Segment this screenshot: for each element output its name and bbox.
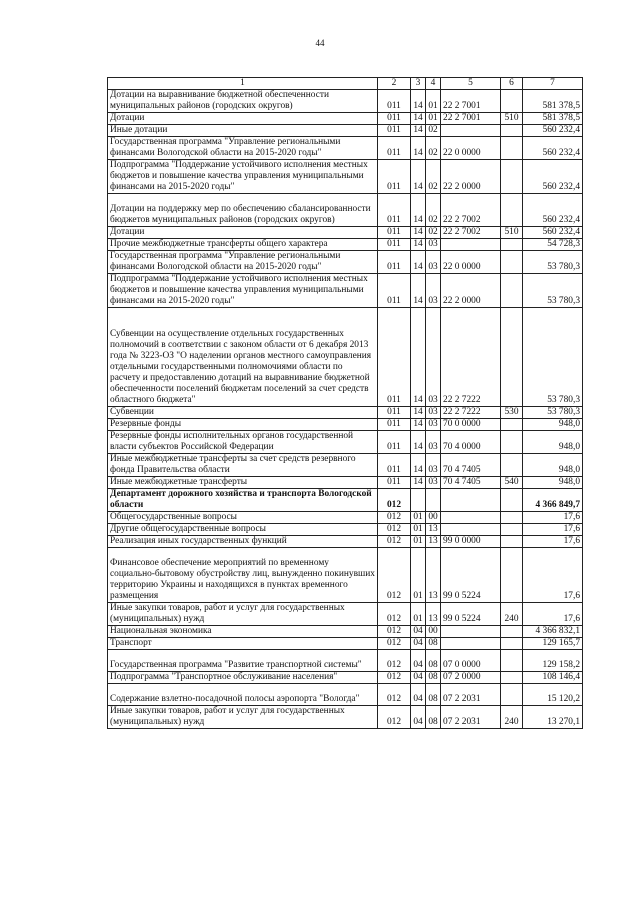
ministry-code-cell: 011 [378,194,411,227]
target-article-cell [441,638,501,650]
target-article-cell: 22 2 7222 [441,407,501,419]
subsection-code-cell: 13 [426,603,441,626]
amount-cell: 4 366 832,1 [523,626,583,638]
target-article-cell: 07 2 2031 [441,684,501,706]
table-row [108,274,583,308]
header-col-1: 1 [108,78,378,90]
ministry-code-cell: 011 [378,407,411,419]
expense-type-cell [501,125,523,137]
ministry-code-cell: 011 [378,454,411,477]
section-code-cell: 04 [411,706,426,729]
target-article-cell: 22 0 0000 [441,137,501,160]
table-row [108,512,583,524]
ministry-code-cell: 011 [378,477,411,489]
description-cell: Другие общегосударственные вопросы [108,524,378,536]
subsection-code-cell: 03 [426,308,441,407]
ministry-code-cell: 012 [378,684,411,706]
table-row [108,536,583,548]
expense-type-cell [501,419,523,431]
amount-cell: 948,0 [523,454,583,477]
ministry-code-cell: 011 [378,251,411,274]
target-article-cell: 70 4 0000 [441,431,501,454]
target-article-cell: 07 0 0000 [441,650,501,672]
amount-cell: 53 780,3 [523,274,583,308]
expense-type-cell [501,454,523,477]
header-col-4: 4 [426,78,441,90]
subsection-code-cell: 00 [426,512,441,524]
ministry-code-cell: 011 [378,274,411,308]
amount-cell: 17,6 [523,536,583,548]
target-article-cell [441,524,501,536]
table-row [108,650,583,672]
description-cell: Дотации [108,113,378,125]
amount-cell: 53 780,3 [523,308,583,407]
expense-type-cell: 510 [501,113,523,125]
target-article-cell: 99 0 5224 [441,548,501,603]
ministry-code-cell: 012 [378,489,411,512]
subsection-code-cell: 03 [426,274,441,308]
expense-type-cell: 540 [501,477,523,489]
subsection-code-cell: 03 [426,454,441,477]
description-cell: Прочие межбюджетные трансферты общего характера [108,239,378,251]
section-code-cell: 14 [411,160,426,194]
table-row [108,227,583,239]
description-cell: Резервные фонды [108,419,378,431]
amount-cell: 560 232,4 [523,194,583,227]
section-code-cell: 14 [411,274,426,308]
target-article-cell: 70 0 0000 [441,419,501,431]
target-article-cell: 22 2 7001 [441,90,501,113]
ministry-code-cell: 011 [378,113,411,125]
table-row [108,431,583,454]
description-cell: Государственная программа "Развитие транспортной системы" [108,650,378,672]
table-body [108,90,583,729]
table-row [108,706,583,729]
ministry-code-cell: 012 [378,672,411,684]
expense-type-cell [501,274,523,308]
description-cell: Транспорт [108,638,378,650]
ministry-code-cell: 011 [378,227,411,239]
section-code-cell: 01 [411,524,426,536]
header-col-5: 5 [441,78,501,90]
description-cell: Национальная экономика [108,626,378,638]
amount-cell: 560 232,4 [523,137,583,160]
target-article-cell: 22 2 7222 [441,308,501,407]
section-code-cell: 04 [411,626,426,638]
subsection-code-cell: 02 [426,160,441,194]
ministry-code-cell: 012 [378,512,411,524]
ministry-code-cell: 011 [378,239,411,251]
section-code-cell: 01 [411,536,426,548]
description-cell: Иные межбюджетные трансферты за счет средств резервного фонда Правительства области [108,454,378,477]
expense-type-cell [501,137,523,160]
amount-cell: 54 728,3 [523,239,583,251]
table-row [108,672,583,684]
expense-type-cell [501,638,523,650]
target-article-cell: 99 0 5224 [441,603,501,626]
table-row [108,489,583,512]
ministry-code-cell: 012 [378,524,411,536]
description-cell: Резервные фонды исполнительных органов государственной власти субъектов Российской Федерации [108,431,378,454]
section-code-cell: 14 [411,113,426,125]
ministry-code-cell: 011 [378,308,411,407]
section-code-cell: 14 [411,239,426,251]
target-article-cell: 22 2 7002 [441,194,501,227]
table-row [108,638,583,650]
subsection-code-cell: 03 [426,419,441,431]
amount-cell: 108 146,4 [523,672,583,684]
description-cell: Подпрограмма "Поддержание устойчивого исполнения местных бюджетов и повышение качества управления муниципальными финансами на 2015-2020 годы" [108,160,378,194]
target-article-cell: 22 0 0000 [441,251,501,274]
expense-type-cell [501,194,523,227]
header-col-6: 6 [501,78,523,90]
section-code-cell [411,489,426,512]
header-col-7: 7 [523,78,583,90]
subsection-code-cell: 13 [426,536,441,548]
description-cell: Подпрограмма "Поддержание устойчивого исполнения местных бюджетов и повышение качества управления муниципальными финансами на 2015-2020 годы" [108,274,378,308]
target-article-cell [441,125,501,137]
amount-cell: 129 165,7 [523,638,583,650]
expense-type-cell [501,90,523,113]
target-article-cell: 99 0 0000 [441,536,501,548]
section-code-cell: 04 [411,638,426,650]
section-code-cell: 14 [411,308,426,407]
amount-cell: 581 378,5 [523,113,583,125]
target-article-cell [441,239,501,251]
expense-type-cell [501,308,523,407]
ministry-code-cell: 011 [378,431,411,454]
target-article-cell: 22 2 7002 [441,227,501,239]
description-cell: Иные дотации [108,125,378,137]
section-code-cell: 14 [411,431,426,454]
table-row [108,407,583,419]
target-article-cell [441,489,501,512]
section-code-cell: 14 [411,125,426,137]
expense-type-cell: 240 [501,706,523,729]
description-cell: Департамент дорожного хозяйства и транспорта Вологодской области [108,489,378,512]
table-row [108,626,583,638]
ministry-code-cell: 011 [378,90,411,113]
ministry-code-cell: 012 [378,536,411,548]
description-cell: Финансовое обеспечение мероприятий по временному социально-бытовому обустройству лиц, вынужденно покинувших территорию Украины и находящихся в пунктах временного размещения [108,548,378,603]
amount-cell: 17,6 [523,524,583,536]
budget-table [107,77,583,729]
ministry-code-cell: 011 [378,419,411,431]
header-row [108,78,583,90]
amount-cell: 13 270,1 [523,706,583,729]
description-cell: Дотации на поддержку мер по обеспечению сбалансированности бюджетов муниципальных районов (городских округов) [108,194,378,227]
expense-type-cell [501,626,523,638]
table-row [108,548,583,603]
section-code-cell: 14 [411,137,426,160]
table-row [108,524,583,536]
amount-cell: 948,0 [523,431,583,454]
target-article-cell: 07 2 2031 [441,706,501,729]
expense-type-cell: 510 [501,227,523,239]
amount-cell: 17,6 [523,512,583,524]
amount-cell: 15 120,2 [523,684,583,706]
section-code-cell: 04 [411,684,426,706]
target-article-cell: 22 2 7001 [441,113,501,125]
expense-type-cell [501,489,523,512]
expense-type-cell [501,650,523,672]
subsection-code-cell: 01 [426,113,441,125]
subsection-code-cell: 03 [426,407,441,419]
header-col-3: 3 [411,78,426,90]
header-col-2: 2 [378,78,411,90]
amount-cell: 17,6 [523,548,583,603]
amount-cell: 560 232,4 [523,160,583,194]
expense-type-cell: 240 [501,603,523,626]
expense-type-cell [501,536,523,548]
description-cell: Иные закупки товаров, работ и услуг для государственных (муниципальных) нужд [108,603,378,626]
section-code-cell: 14 [411,90,426,113]
amount-cell: 560 232,4 [523,227,583,239]
subsection-code-cell: 02 [426,125,441,137]
subsection-code-cell: 02 [426,227,441,239]
ministry-code-cell: 012 [378,548,411,603]
table-row [108,125,583,137]
amount-cell: 53 780,3 [523,407,583,419]
target-article-cell [441,626,501,638]
table-row [108,90,583,113]
target-article-cell: 70 4 7405 [441,477,501,489]
description-cell: Реализация иных государственных функций [108,536,378,548]
subsection-code-cell: 13 [426,548,441,603]
description-cell: Дотации [108,227,378,239]
description-cell: Дотации на выравнивание бюджетной обеспеченности муниципальных районов (городских округов) [108,90,378,113]
page-number: 44 [315,38,325,48]
table-row [108,454,583,477]
subsection-code-cell: 00 [426,626,441,638]
amount-cell: 948,0 [523,419,583,431]
amount-cell: 948,0 [523,477,583,489]
description-cell: Подпрограмма "Транспортное обслуживание населения" [108,672,378,684]
expense-type-cell [501,251,523,274]
table-row [108,603,583,626]
ministry-code-cell: 012 [378,638,411,650]
section-code-cell: 14 [411,477,426,489]
ministry-code-cell: 011 [378,137,411,160]
subsection-code-cell: 01 [426,90,441,113]
description-cell: Содержание взлетно-посадочной полосы аэропорта "Вологда" [108,684,378,706]
description-cell: Государственная программа "Управление региональными финансами Вологодской области на 2015-2020 годы" [108,251,378,274]
subsection-code-cell [426,489,441,512]
description-cell: Субвенции на осуществление отдельных государственных полномочий в соответствии с законом области от 6 декабря 2013 года № 3223-ОЗ "О наделении органов местного самоуправления отдельными государственными полномочиями области по расчету и предоставлению дотаций на выравнивание бюджетной обеспеченности поселений бюджетам поселений за счет средств областного бюджета" [108,308,378,407]
target-article-cell [441,512,501,524]
section-code-cell: 14 [411,194,426,227]
target-article-cell: 22 2 0000 [441,274,501,308]
section-code-cell: 04 [411,672,426,684]
subsection-code-cell: 13 [426,524,441,536]
expense-type-cell [501,684,523,706]
section-code-cell: 04 [411,650,426,672]
amount-cell: 560 232,4 [523,125,583,137]
subsection-code-cell: 08 [426,672,441,684]
table-row [108,160,583,194]
expense-type-cell [501,239,523,251]
table-row [108,419,583,431]
table-row [108,113,583,125]
expense-type-cell [501,431,523,454]
expense-type-cell [501,524,523,536]
section-code-cell: 14 [411,227,426,239]
subsection-code-cell: 03 [426,477,441,489]
table-row [108,308,583,407]
section-code-cell: 01 [411,512,426,524]
subsection-code-cell: 08 [426,684,441,706]
section-code-cell: 01 [411,548,426,603]
expense-type-cell [501,160,523,194]
subsection-code-cell: 08 [426,650,441,672]
expense-type-cell [501,672,523,684]
subsection-code-cell: 08 [426,638,441,650]
subsection-code-cell: 02 [426,137,441,160]
subsection-code-cell: 08 [426,706,441,729]
table-row [108,684,583,706]
target-article-cell: 22 2 0000 [441,160,501,194]
expense-type-cell: 530 [501,407,523,419]
description-cell: Субвенции [108,407,378,419]
ministry-code-cell: 011 [378,125,411,137]
table-row [108,194,583,227]
amount-cell: 129 158,2 [523,650,583,672]
subsection-code-cell: 02 [426,194,441,227]
amount-cell: 17,6 [523,603,583,626]
target-article-cell: 70 4 7405 [441,454,501,477]
section-code-cell: 01 [411,603,426,626]
table-row [108,239,583,251]
section-code-cell: 14 [411,407,426,419]
amount-cell: 581 378,5 [523,90,583,113]
subsection-code-cell: 03 [426,251,441,274]
description-cell: Общегосударственные вопросы [108,512,378,524]
description-cell: Государственная программа "Управление региональными финансами Вологодской области на 2015-2020 годы" [108,137,378,160]
description-cell: Иные межбюджетные трансферты [108,477,378,489]
ministry-code-cell: 011 [378,160,411,194]
amount-cell: 53 780,3 [523,251,583,274]
subsection-code-cell: 03 [426,239,441,251]
subsection-code-cell: 03 [426,431,441,454]
ministry-code-cell: 012 [378,706,411,729]
section-code-cell: 14 [411,419,426,431]
ministry-code-cell: 012 [378,650,411,672]
table-row [108,137,583,160]
table-row [108,477,583,489]
ministry-code-cell: 012 [378,626,411,638]
description-cell: Иные закупки товаров, работ и услуг для государственных (муниципальных) нужд [108,706,378,729]
table-row [108,251,583,274]
amount-cell: 4 366 849,7 [523,489,583,512]
ministry-code-cell: 012 [378,603,411,626]
section-code-cell: 14 [411,251,426,274]
section-code-cell: 14 [411,454,426,477]
target-article-cell: 07 2 0000 [441,672,501,684]
expense-type-cell [501,548,523,603]
expense-type-cell [501,512,523,524]
